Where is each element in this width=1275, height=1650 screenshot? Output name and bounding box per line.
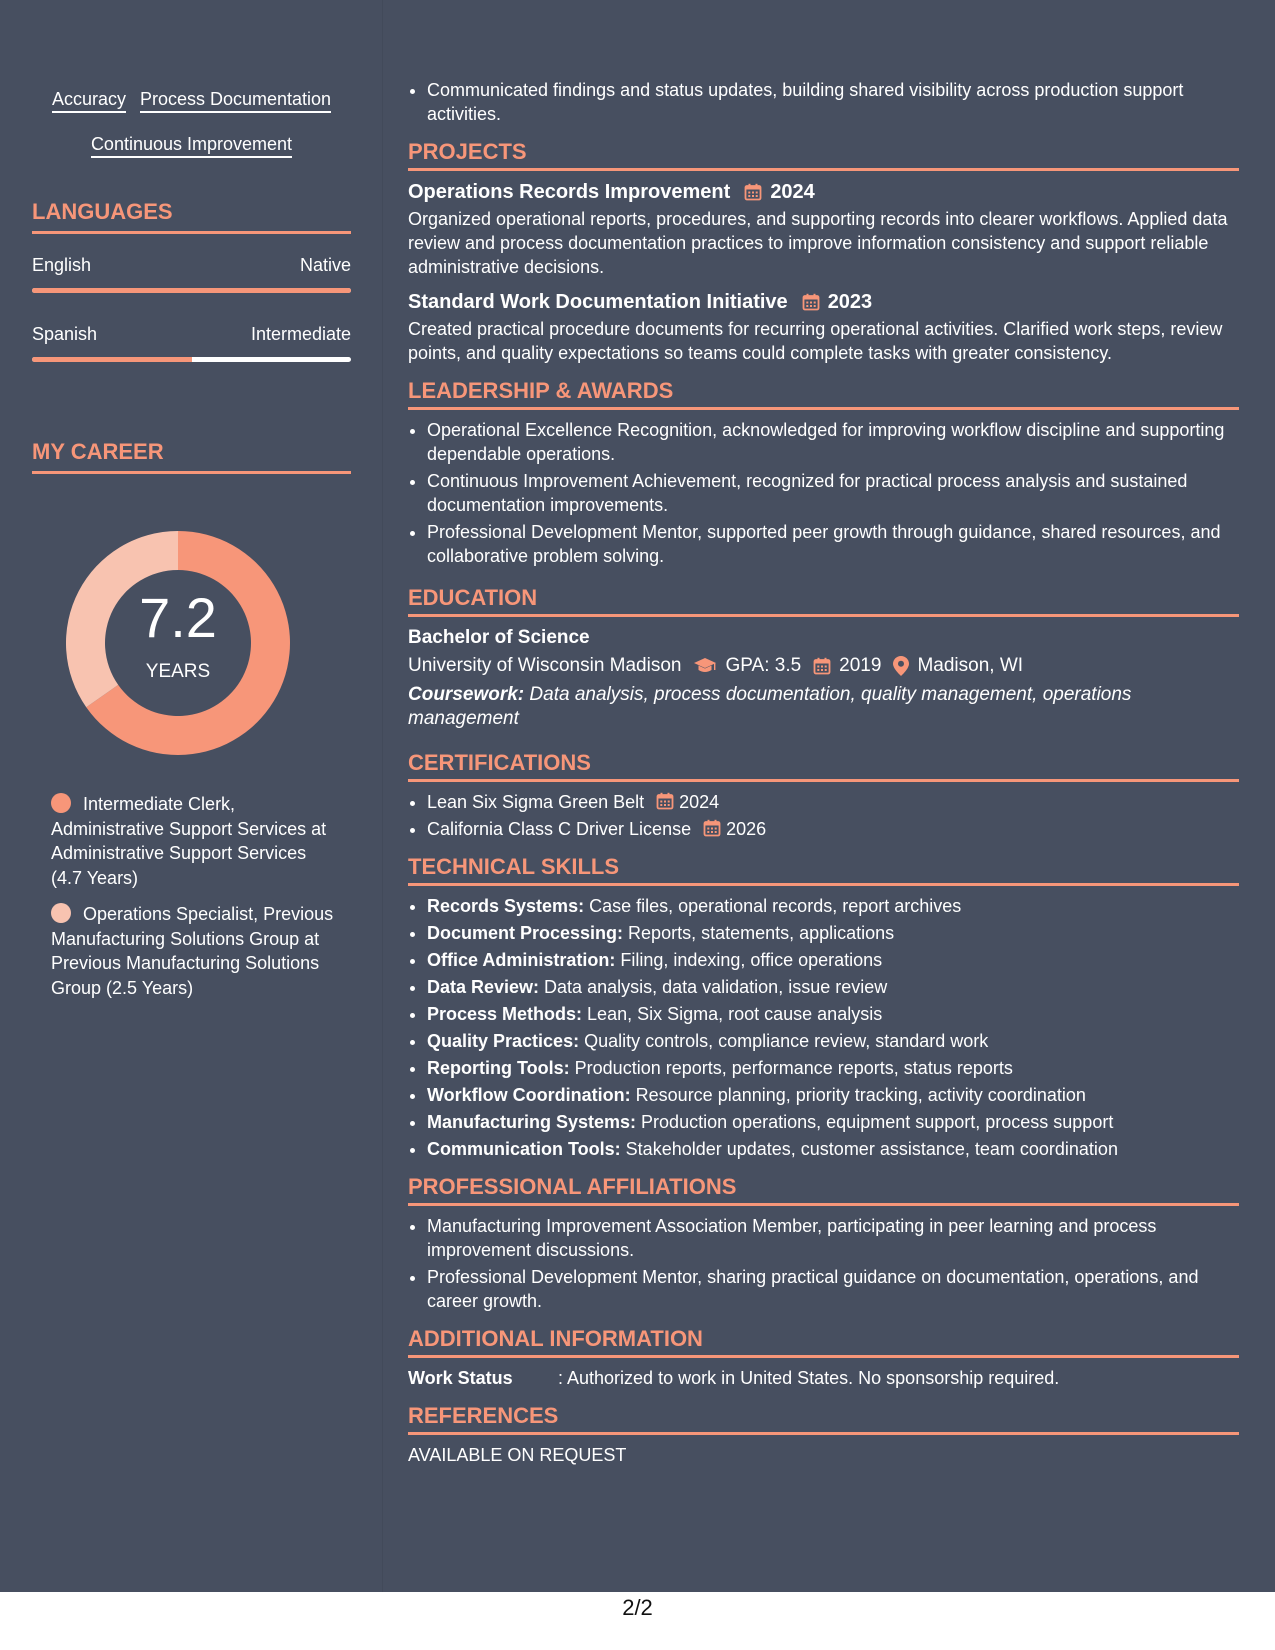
education-heading: EDUCATION	[408, 584, 1239, 617]
skill-tag: Accuracy	[52, 88, 126, 113]
technical-skill	[427, 894, 1239, 918]
skill-label: Communication Tools:	[427, 1139, 621, 1159]
language-bar	[32, 288, 351, 293]
certification-name: Lean Six Sigma Green Belt	[427, 792, 645, 812]
skill-value: Stakeholder updates, customer assistance, team coordination	[620, 1139, 1118, 1159]
language-level: Native	[299, 255, 351, 275]
education-school: University of Wisconsin Madison	[408, 655, 682, 676]
certifications-heading: CERTIFICATIONS	[408, 749, 1239, 782]
technical-skill	[427, 1002, 1239, 1026]
project-year: 2024	[770, 181, 815, 203]
project-title: Operations Records Improvement	[408, 181, 731, 203]
technical-skills-heading: TECHNICAL SKILLS	[408, 853, 1239, 886]
work-status-value: : Authorized to work in United States. No sponsorship required.	[558, 1368, 1060, 1388]
technical-skill	[427, 1137, 1239, 1161]
skill-label: Workflow Coordination:	[427, 1085, 631, 1105]
affiliation-item: • Professional Development Mentor, sharing practical guidance on documentation, operations, and career growth.	[427, 1265, 1239, 1313]
technical-skill	[427, 948, 1239, 972]
skill-value: Filing, indexing, office operations	[615, 950, 883, 970]
leadership-item: • Professional Development Mentor, supported peer growth through guidance, shared resources, and collaborative problem solving.	[427, 520, 1239, 568]
education-location: Madison, WI	[917, 655, 1024, 676]
leadership-item: • Operational Excellence Recognition, acknowledged for improving workflow discipline and supporting dependable operations.	[427, 418, 1239, 466]
language-spanish	[32, 323, 351, 362]
skill-tag: Process Documentation	[140, 88, 331, 113]
additional-info-heading: ADDITIONAL INFORMATION	[408, 1325, 1239, 1358]
calendar-icon	[744, 183, 762, 201]
skill-tag: Continuous Improvement	[91, 133, 292, 158]
affiliation-item: • Manufacturing Improvement Association Member, participating in peer learning and process improvement discussions.	[427, 1214, 1239, 1262]
career-donut-chart	[66, 531, 290, 755]
project-year: 2023	[827, 291, 873, 313]
projects-heading: PROJECTS	[408, 138, 1239, 171]
graduation-cap-icon	[693, 657, 717, 675]
skill-value: Resource planning, priority tracking, activity coordination	[630, 1085, 1086, 1105]
skill-label: Manufacturing Systems:	[427, 1112, 637, 1132]
certification-year: 2026	[726, 819, 767, 839]
education-item	[408, 625, 1239, 731]
career-legend-text: Operations Specialist, Previous Manufacturing Solutions Group at Previous Manufacturing Solutions Group (2.5 Years)	[51, 904, 334, 998]
calendar-icon	[813, 657, 831, 675]
experience-bullet: • Communicated findings and status updates, building shared visibility across production support activities.	[427, 78, 1239, 126]
education-coursework	[408, 683, 1239, 731]
certification-item	[427, 790, 1239, 814]
column-divider	[382, 0, 383, 1592]
skill-label: Quality Practices:	[427, 1031, 580, 1051]
certification-name: California Class C Driver License	[427, 819, 692, 839]
project-title: Standard Work Documentation Initiative	[408, 291, 788, 313]
work-status-label: Work Status	[408, 1368, 513, 1388]
language-level: Intermediate	[250, 324, 351, 344]
education-gpa: GPA: 3.5	[725, 655, 802, 676]
coursework-label: Coursework:	[408, 684, 525, 705]
certification-year: 2024	[679, 792, 720, 812]
skill-label: Office Administration:	[427, 950, 616, 970]
project-item	[408, 289, 1239, 365]
career-legend-text: Intermediate Clerk, Administrative Support Services at Administrative Support Services (4.7 Years)	[51, 794, 327, 888]
language-english	[32, 254, 351, 293]
skill-value: Case files, operational records, report archives	[584, 896, 962, 916]
career-heading: MY CAREER	[32, 438, 351, 474]
leadership-list	[408, 418, 1239, 568]
language-bar-fill	[32, 357, 192, 362]
affiliations-heading: PROFESSIONAL AFFILIATIONS	[408, 1173, 1239, 1206]
technical-skill	[427, 975, 1239, 999]
skill-value: Production operations, equipment support, process support	[636, 1112, 1114, 1132]
references-heading: REFERENCES	[408, 1402, 1239, 1435]
certifications-list	[408, 790, 1239, 841]
skill-tags	[32, 88, 351, 178]
leadership-item: • Continuous Improvement Achievement, recognized for practical process analysis and sustained documentation improvements.	[427, 469, 1239, 517]
technical-skill	[427, 1110, 1239, 1134]
education-degree: Bachelor of Science	[408, 627, 590, 648]
technical-skill	[427, 1056, 1239, 1080]
technical-skill	[427, 1029, 1239, 1053]
calendar-icon	[656, 792, 674, 810]
calendar-icon	[703, 819, 721, 837]
work-status-row	[408, 1366, 1239, 1390]
skill-label: Document Processing:	[427, 923, 624, 943]
legend-dot-icon	[51, 793, 71, 813]
career-legend-item	[51, 902, 341, 1000]
skill-value: Reports, statements, applications	[623, 923, 895, 943]
languages-heading: LANGUAGES	[32, 198, 351, 234]
skill-value: Data analysis, data validation, issue review	[539, 977, 888, 997]
skill-value: Quality controls, compliance review, standard work	[579, 1031, 989, 1051]
experience-bullets	[408, 78, 1239, 126]
technical-skill	[427, 921, 1239, 945]
project-description: Created practical procedure documents for recurring operational activities. Clarified work steps, review points, and quality expectations so teams could complete tasks with greater consistency.	[408, 319, 1223, 363]
skill-label: Data Review:	[427, 977, 540, 997]
technical-skills-list	[408, 894, 1239, 1161]
language-name: Spanish	[32, 324, 98, 344]
language-bar-fill	[32, 288, 351, 293]
skill-label: Records Systems:	[427, 896, 585, 916]
skill-value: Lean, Six Sigma, root cause analysis	[582, 1004, 883, 1024]
calendar-icon	[802, 293, 820, 311]
project-description: Organized operational reports, procedures, and supporting records into clearer workflows. Applied data review and process documentation practices to improve information consistency and support reliable administrative decisions.	[408, 209, 1228, 277]
technical-skill	[427, 1083, 1239, 1107]
career-total-years: 7.2	[139, 586, 217, 649]
language-bar	[32, 357, 351, 362]
education-year: 2019	[839, 655, 882, 676]
career-legend-item	[51, 792, 341, 890]
career-legend	[51, 792, 341, 1012]
certification-item	[427, 817, 1239, 841]
language-name: English	[32, 255, 92, 275]
legend-dot-icon	[51, 903, 71, 923]
page-number: 2/2	[0, 1592, 1275, 1650]
location-pin-icon	[893, 656, 909, 676]
leadership-heading: LEADERSHIP & AWARDS	[408, 377, 1239, 410]
skill-label: Process Methods:	[427, 1004, 583, 1024]
coursework-text: Data analysis, process documentation, quality management, operations management	[408, 684, 1132, 729]
project-item	[408, 179, 1239, 279]
references-text: AVAILABLE ON REQUEST	[408, 1445, 627, 1465]
main-content	[408, 78, 1239, 1467]
affiliations-list	[408, 1214, 1239, 1313]
skill-label: Reporting Tools:	[427, 1058, 570, 1078]
skill-value: Production reports, performance reports, status reports	[569, 1058, 1013, 1078]
career-years-label: YEARS	[145, 661, 211, 682]
